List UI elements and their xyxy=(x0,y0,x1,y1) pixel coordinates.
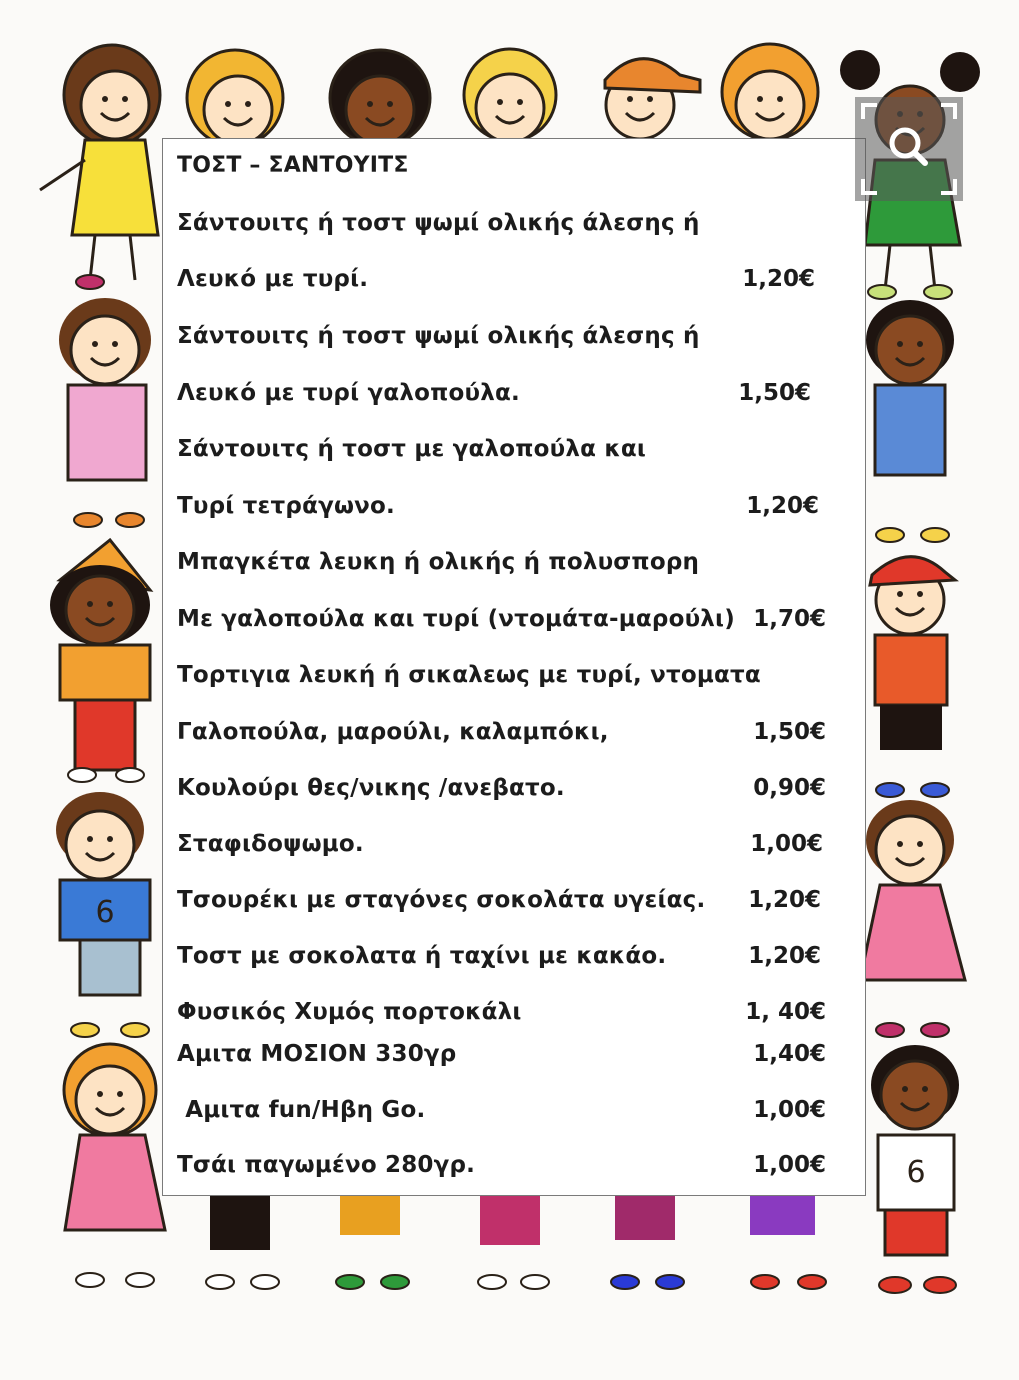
menu-item-4-line1: Μπαγκέτα λευκη ή ολικής ή πολυσπορη xyxy=(177,549,700,575)
menu-item-4-price: 1,70€ xyxy=(753,606,826,632)
menu-item-8-line1: Τσουρέκι με σταγόνες σοκολάτα υγείας. xyxy=(177,887,706,913)
menu-item-13-price: 1,00€ xyxy=(753,1152,826,1178)
menu-item-10-line1: Φυσικός Χυμός πορτοκάλι xyxy=(177,999,522,1025)
menu-item-3-line1: Σάντουιτς ή τοστ με γαλοπούλα και xyxy=(177,436,647,462)
child-left-5 xyxy=(64,1044,165,1287)
child-top-5 xyxy=(605,59,700,139)
child-top-3 xyxy=(330,50,430,146)
child-left-3 xyxy=(50,540,150,782)
menu-item-8-price: 1,20€ xyxy=(748,887,821,913)
child-left-2 xyxy=(59,298,151,527)
child-left-4 xyxy=(56,792,150,1037)
menu-item-11-line1: Αμιτα ΜΟΣΙΟΝ 330γρ xyxy=(177,1041,457,1067)
menu-item-7-line1: Σταφιδοψωμο. xyxy=(177,831,364,857)
menu-item-12-line1: Αμιτα fun/Ηβη Go. xyxy=(177,1097,426,1123)
menu-item-3-price: 1,20€ xyxy=(746,493,819,519)
menu-item-6-price: 0,90€ xyxy=(753,775,826,801)
menu-item-1-line2: Λευκό με τυρί. xyxy=(177,266,369,292)
menu-heading: ΤΟΣΤ – ΣΑΝΤΟΥΙΤΣ xyxy=(177,153,409,178)
menu-item-13-line1: Τσάι παγωμένο 280γρ. xyxy=(177,1152,476,1178)
menu-card xyxy=(162,138,866,1196)
menu-item-12-price: 1,00€ xyxy=(753,1097,826,1123)
child-bottom-legs xyxy=(206,1195,826,1289)
menu-item-5-line1: Τορτιγια λευκή ή σικαλεως με τυρί, ντοματα xyxy=(177,662,761,688)
jersey-number: 6 xyxy=(906,1155,926,1190)
menu-item-1-line1: Σάντουιτς ή τοστ ψωμί ολικής άλεσης ή xyxy=(177,210,700,236)
menu-item-1-price: 1,20€ xyxy=(742,266,815,292)
menu-item-11-price: 1,40€ xyxy=(753,1041,826,1067)
child-top-6 xyxy=(722,44,818,140)
menu-item-9-line1: Τοστ με σοκολατα ή ταχίνι με κακάο. xyxy=(177,943,667,969)
menu-item-5-line2: Γαλοπούλα, μαρούλι, καλαμπόκι, xyxy=(177,719,609,745)
child-right-2 xyxy=(866,300,954,542)
menu-item-2-line2: Λευκό με τυρί γαλοπούλα. xyxy=(177,380,520,406)
child-right-3 xyxy=(870,557,955,797)
child-right-5 xyxy=(871,1045,959,1293)
magnifier-zoom-icon xyxy=(855,97,963,201)
menu-item-2-line1: Σάντουιτς ή τοστ ψωμί ολικής άλεσης ή xyxy=(177,323,700,349)
menu-item-6-line1: Κουλούρι θες/νικης /ανεβατο. xyxy=(177,775,565,801)
menu-item-9-price: 1,20€ xyxy=(748,943,821,969)
child-top-4 xyxy=(464,49,556,142)
menu-item-2-price: 1,50€ xyxy=(738,380,811,406)
menu-item-3-line2: Τυρί τετράγωνο. xyxy=(177,493,395,519)
menu-item-4-line2: Με γαλοπούλα και τυρί (ντομάτα-μαρούλι) xyxy=(177,606,735,632)
menu-item-10-price: 1, 40€ xyxy=(745,999,826,1025)
child-right-4 xyxy=(860,800,965,1037)
child-top-2 xyxy=(187,50,283,146)
zoom-button[interactable] xyxy=(855,97,963,201)
child-top-1 xyxy=(40,45,160,289)
menu-item-5-price: 1,50€ xyxy=(753,719,826,745)
jersey-number: 6 xyxy=(95,895,115,930)
menu-item-7-price: 1,00€ xyxy=(750,831,823,857)
